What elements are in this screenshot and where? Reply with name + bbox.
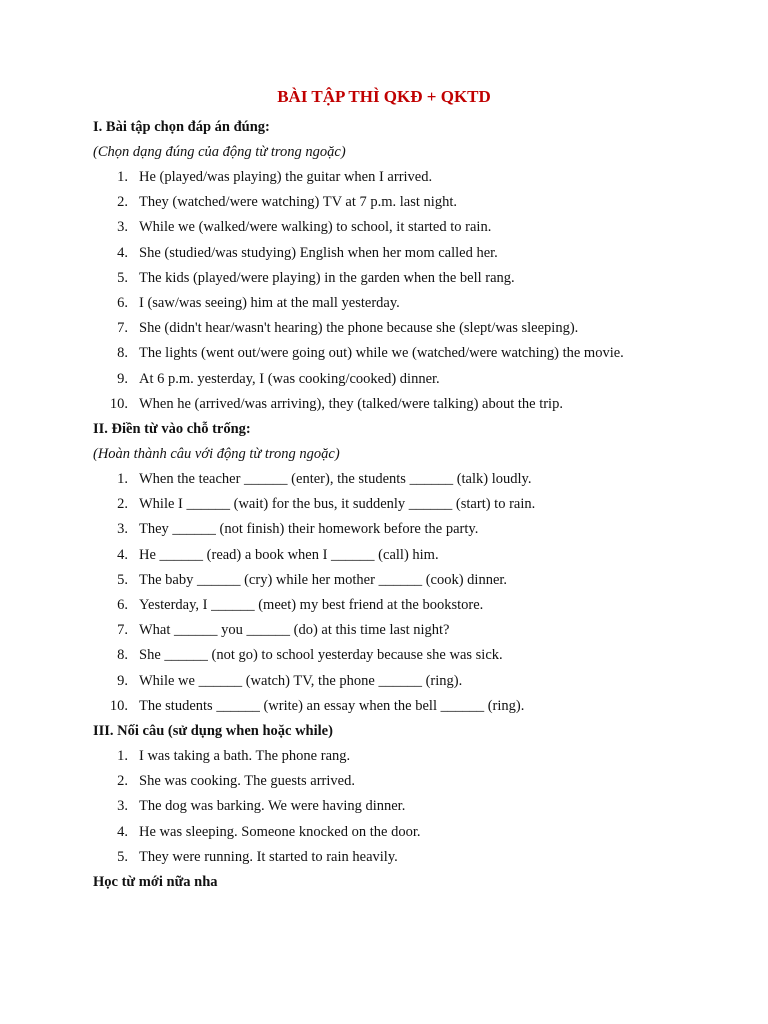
list-item xyxy=(93,190,713,215)
list-item xyxy=(93,820,713,845)
item-text: They ______ (not finish) their homework before the party. xyxy=(139,521,479,538)
item-text: I was taking a bath. The phone rang. xyxy=(139,748,351,765)
section-multiple-choice xyxy=(93,115,713,417)
item-number: 6. xyxy=(117,597,128,614)
list-item xyxy=(93,215,713,240)
item-text: What ______ you ______ (do) at this time last night? xyxy=(139,622,450,639)
worksheet-page xyxy=(93,84,713,895)
section-heading: I. Bài tập chọn đáp án đúng: xyxy=(93,119,270,135)
item-number: 8. xyxy=(117,647,128,664)
item-text: He was sleeping. Someone knocked on the door. xyxy=(139,823,421,840)
item-text: At 6 p.m. yesterday, I (was cooking/cooked) dinner. xyxy=(139,370,440,387)
list-item xyxy=(93,241,713,266)
item-number: 3. xyxy=(117,798,128,815)
exercise-list xyxy=(93,165,713,417)
item-number: 2. xyxy=(117,194,128,211)
item-number: 6. xyxy=(117,295,128,312)
item-number: 1. xyxy=(117,471,128,488)
section-heading: III. Nối câu (sử dụng when hoặc while) xyxy=(93,723,333,740)
item-text: While we (walked/were walking) to school, it started to rain. xyxy=(139,219,492,236)
list-item xyxy=(93,769,713,794)
item-number: 1. xyxy=(117,169,128,185)
item-text: The dog was barking. We were having dinner. xyxy=(139,798,406,815)
item-number: 7. xyxy=(117,320,128,337)
item-number: 3. xyxy=(117,521,128,538)
item-number: 2. xyxy=(117,773,128,790)
list-item xyxy=(93,568,713,593)
list-item xyxy=(93,744,713,769)
list-item xyxy=(93,367,713,392)
item-text: The kids (played/were playing) in the garden when the bell rang. xyxy=(139,269,515,286)
item-number: 5. xyxy=(117,269,128,286)
list-item xyxy=(93,517,713,542)
list-item xyxy=(93,543,713,568)
list-item xyxy=(93,669,713,694)
list-item xyxy=(93,643,713,668)
item-text: She was cooking. The guests arrived. xyxy=(139,773,355,790)
list-item xyxy=(93,392,713,417)
exercise-list xyxy=(93,744,713,870)
list-item xyxy=(93,467,713,492)
item-text: When he (arrived/was arriving), they (talked/were talking) about the trip. xyxy=(139,395,563,412)
item-number: 9. xyxy=(117,672,128,689)
item-number: 4. xyxy=(117,546,128,563)
item-text: The baby ______ (cry) while her mother ______ (cook) dinner. xyxy=(139,571,508,588)
section-heading: II. Điền từ vào chỗ trống: xyxy=(93,421,251,438)
item-number: 4. xyxy=(117,244,128,261)
list-item xyxy=(93,492,713,517)
item-number: 4. xyxy=(117,823,128,840)
item-number: 1. xyxy=(117,748,128,765)
item-number: 10. xyxy=(109,697,128,714)
item-text: He ______ (read) a book when I ______ (call) him. xyxy=(139,546,439,563)
item-number: 5. xyxy=(117,848,128,865)
item-text: I (saw/was seeing) him at the mall yesterday. xyxy=(139,295,400,312)
list-item xyxy=(93,845,713,870)
item-text: Yesterday, I ______ (meet) my best friend at the bookstore. xyxy=(139,597,484,614)
list-item xyxy=(93,165,713,190)
item-text: While I ______ (wait) for the bus, it suddenly ______ (start) to rain. xyxy=(139,496,536,513)
section-instruction: (Hoàn thành câu với động từ trong ngoặc) xyxy=(93,446,340,463)
item-text: They were running. It started to rain heavily. xyxy=(139,848,398,865)
list-item xyxy=(93,341,713,366)
section-instruction: (Chọn dạng đúng của động từ trong ngoặc) xyxy=(93,144,346,160)
list-item xyxy=(93,593,713,618)
item-text: The students ______ (write) an essay when the bell ______ (ring). xyxy=(139,697,525,714)
item-number: 2. xyxy=(117,496,128,513)
item-text: She ______ (not go) to school yesterday because she was sick. xyxy=(139,647,503,664)
item-text: He (played/was playing) the guitar when I arrived. xyxy=(139,169,433,185)
list-item xyxy=(93,694,713,719)
section-fill-in-blank xyxy=(93,417,713,719)
item-text: When the teacher ______ (enter), the students ______ (talk) loudly. xyxy=(139,471,532,488)
item-number: 8. xyxy=(117,345,128,362)
list-item xyxy=(93,794,713,819)
list-item xyxy=(93,316,713,341)
page-title: BÀI TẬP THÌ QKĐ + QKTD xyxy=(277,87,491,106)
item-number: 7. xyxy=(117,622,128,639)
item-text: She (didn't hear/wasn't hearing) the phone because she (slept/was sleeping). xyxy=(139,320,579,337)
list-item xyxy=(93,266,713,291)
item-text: The lights (went out/were going out) while we (watched/were watching) the movie. xyxy=(139,345,624,362)
item-text: They (watched/were watching) TV at 7 p.m. last night. xyxy=(139,194,457,211)
item-text: She (studied/was studying) English when her mom called her. xyxy=(139,244,498,261)
item-number: 3. xyxy=(117,219,128,236)
exercise-list xyxy=(93,467,713,719)
closing-note: Học từ mới nữa nha xyxy=(93,874,218,891)
item-number: 5. xyxy=(117,571,128,588)
item-text: While we ______ (watch) TV, the phone ______ (ring). xyxy=(139,672,463,689)
list-item xyxy=(93,291,713,316)
list-item xyxy=(93,618,713,643)
item-number: 10. xyxy=(109,395,128,412)
item-number: 9. xyxy=(117,370,128,387)
section-combine-sentences xyxy=(93,719,713,870)
